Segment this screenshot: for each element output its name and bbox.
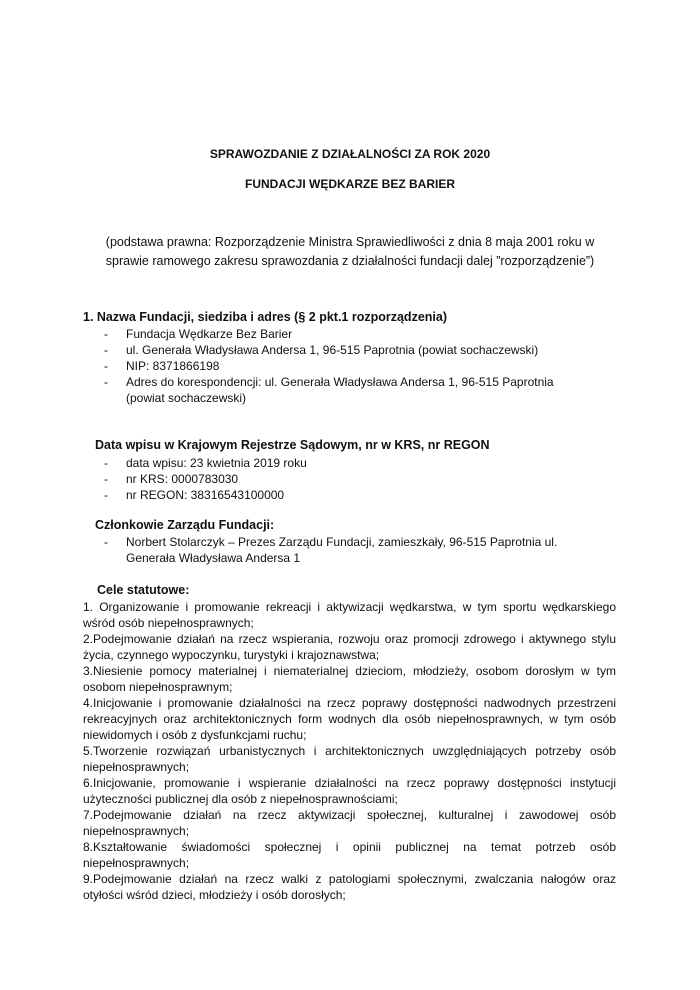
board-members-heading: Członkowie Zarządu Fundacji: [95,518,275,532]
list-item: - Norbert Stolarczyk – Prezes Zarządu Fundacji, zamieszkały, 96-515 Paprotnia ul. Generała Władysława Andersa 1 [104,535,558,565]
krs-registration-heading: Data wpisu w Krajowym Rejestrze Sądowym, nr w KRS, nr REGON [95,438,490,452]
list-item: - Adres do korespondencji: ul. Generała Władysława Andersa 1, 96-515 Paprotnia (powiat sochaczewski) [104,375,554,405]
legal-basis: (podstawa prawna: Rozporządzenie Ministra Sprawiedliwości z dnia 8 maja 2001 roku w sprawie ramowego zakresu sprawozdania z działalności fundacji dalej ”rozporządzenie”) [105,235,595,268]
list-item: 7.Podejmowanie działań na rzecz aktywizacji społecznej, kulturalnej i zawodowej osób niepełnosprawnych; [83,808,616,838]
section-name-address-list [104,326,584,406]
list-item: 4.Inicjowanie i promowanie działalności na rzecz poprawy dostępności nadwodnych przestrzeni rekreacyjnych oraz architektonicznych form wodnych dla osób niepełnosprawnych, w tym osób niewidomych i osób z dysfunkcjami ruchu; [83,696,616,742]
board-members-list [104,534,604,566]
krs-registration-list [104,455,584,503]
list-item: 6.Inicjowanie, promowanie i wspieranie działalności na rzecz poprawy dostępności instytucji użyteczności publicznej dla osób z niepełnosprawnościami; [83,776,616,806]
list-item: 5.Tworzenie rozwiązań urbanistycznych i architektonicznych uwzględniających potrzeby osób niepełnosprawnych; [83,744,616,774]
list-item: 1. Organizowanie i promowanie rekreacji i aktywizacji wędkarstwa, w tym sportu wędkarskiego wśród osób niepełnosprawnych; [83,600,616,630]
list-item: 3.Niesienie pomocy materialnej i niematerialnej dzieciom, młodzieży, osobom dorosłym w tym osobom niepełnosprawnym; [83,664,616,694]
foundation-title: FUNDACJI WĘDKARZE BEZ BARIER [245,177,455,191]
section-name-address-heading: 1. Nazwa Fundacji, siedziba i adres (§ 2 pkt.1 rozporządzenia) [83,310,447,324]
list-item: - data wpisu: 23 kwietnia 2019 roku [104,456,307,470]
list-item: - ul. Generała Władysława Andersa 1, 96-515 Paprotnia (powiat sochaczewski) [104,343,539,357]
list-item: - nr KRS: 0000783030 [104,472,239,486]
list-item: - Fundacja Wędkarze Bez Barier [104,327,293,341]
list-item: - NIP: 8371866198 [104,359,220,373]
list-item: 8.Kształtowanie świadomości społecznej i opinii publicznej na temat potrzeb osób niepełnosprawnych; [83,840,616,870]
statutory-goals-heading: Cele statutowe: [97,583,190,597]
report-title: SPRAWOZDANIE Z DZIAŁALNOŚCI ZA ROK 2020 [209,147,491,161]
list-item: - nr REGON: 38316543100000 [104,488,285,502]
list-item: 2.Podejmowanie działań na rzecz wspierania, rozwoju oraz promocji zdrowego i aktywnego stylu życia, czynnego wypoczynku, turystyki i krajoznawstwa; [83,632,616,662]
list-item: 9.Podejmowanie działań na rzecz walki z patologiami społecznymi, zwalczania nałogów oraz otyłości wśród dzieci, młodzieży i osób dorosłych; [83,872,616,902]
statutory-goals-list [83,599,616,903]
